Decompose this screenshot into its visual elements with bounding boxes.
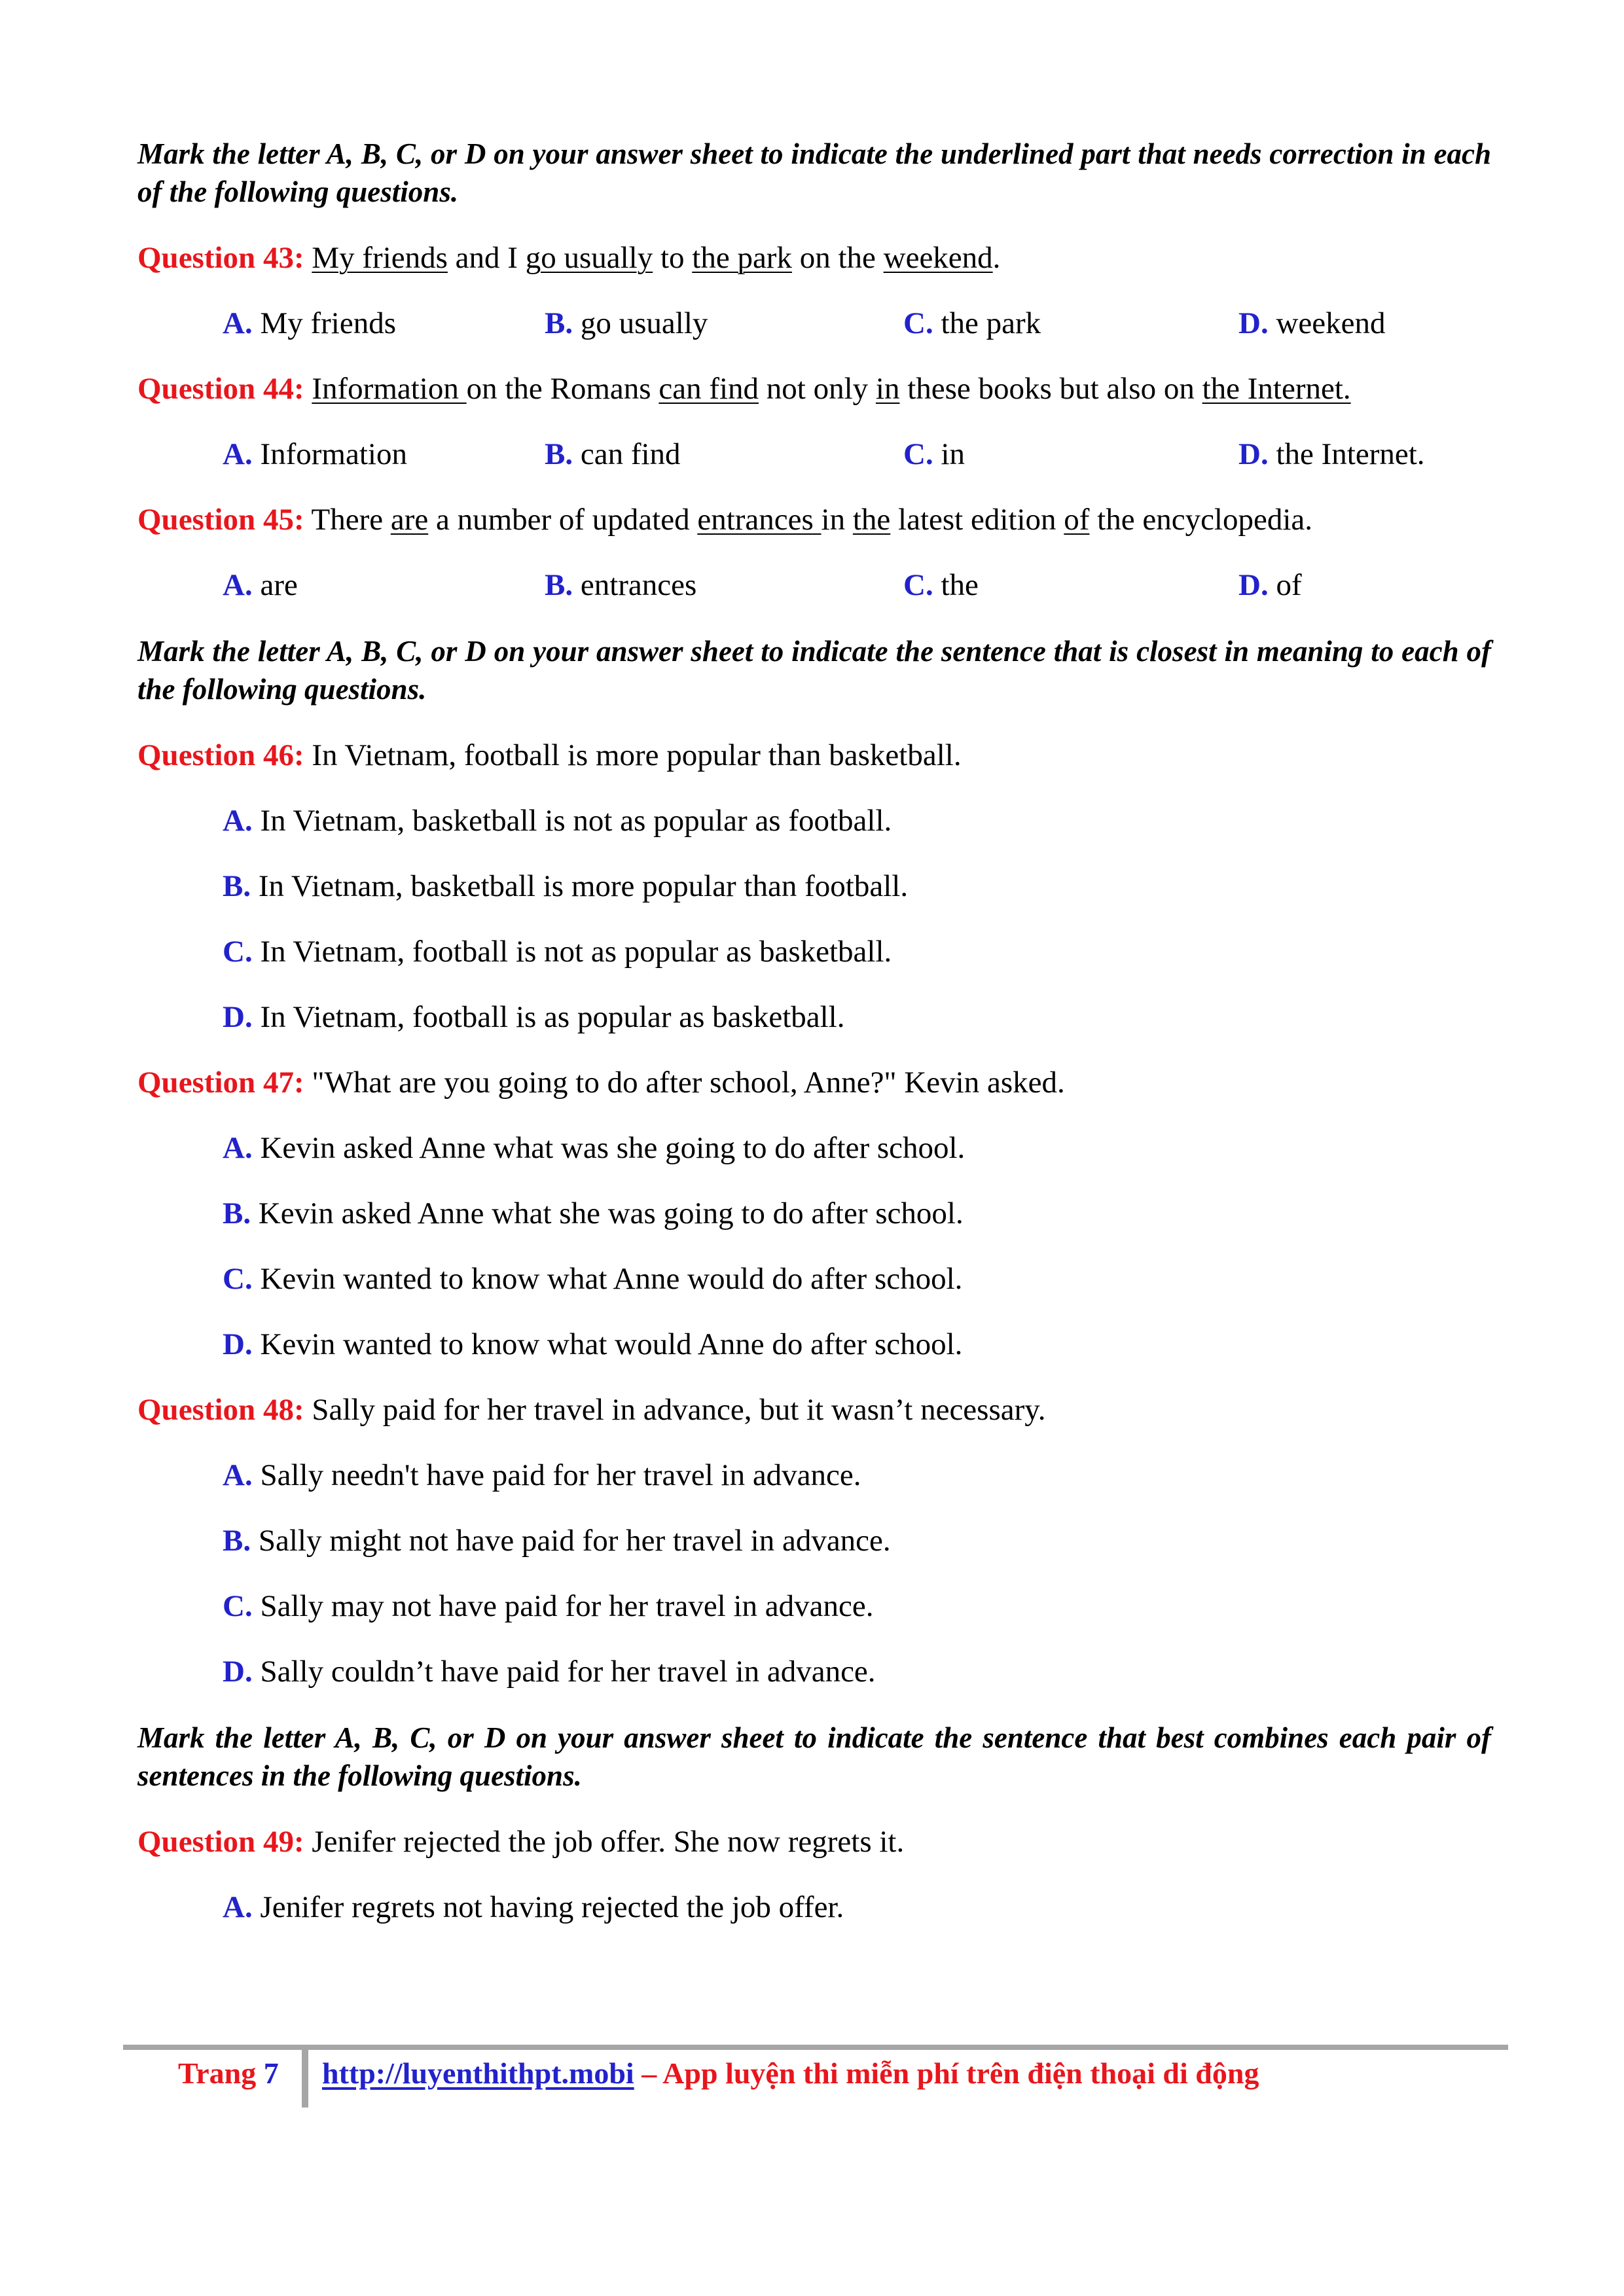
question-44: Question 44: Information on the Romans can find not only in these books but also on the Internet. bbox=[137, 372, 1351, 406]
option-b[interactable]: B. Sally might not have paid for her travel in advance. bbox=[223, 1524, 891, 1558]
section-instruction-combine: Mark the letter A, B, C, or D on your answer sheet to indicate the sentence that best combines each pair of sentences in the following questions. bbox=[137, 1721, 1491, 1792]
option-a[interactable]: A. In Vietnam, basketball is not as popular as football. bbox=[223, 804, 892, 838]
footer-tagline: – App luyện thi miễn phí trên điện thoại di động bbox=[634, 2056, 1259, 2090]
question-label: Question 44: bbox=[137, 372, 304, 406]
option-a[interactable]: A. Sally needn't have paid for her travel in advance. bbox=[223, 1458, 861, 1492]
question-48: Question 48: Sally paid for her travel in advance, but it wasn’t necessary. bbox=[137, 1393, 1046, 1427]
option-a[interactable]: A. My friends bbox=[223, 306, 397, 340]
option-c[interactable]: C. Kevin wanted to know what Anne would do after school. bbox=[223, 1262, 963, 1296]
option-d[interactable]: D. weekend bbox=[1238, 306, 1386, 340]
option-a[interactable]: A. Information bbox=[223, 437, 407, 471]
option-a[interactable]: A. are bbox=[223, 568, 298, 602]
option-b[interactable]: B. entrances bbox=[545, 568, 697, 602]
question-label: Question 45: bbox=[137, 503, 304, 537]
option-c[interactable]: C. in bbox=[903, 437, 965, 471]
underlined-part-a: Information bbox=[312, 372, 467, 406]
question-47: Question 47: "What are you going to do after school, Anne?" Kevin asked. bbox=[137, 1066, 1065, 1100]
footer-separator bbox=[302, 2045, 308, 2108]
option-d[interactable]: D. Kevin wanted to know what would Anne do after school. bbox=[223, 1327, 963, 1361]
underlined-part-b: go usually bbox=[525, 241, 653, 275]
option-c[interactable]: C. the park bbox=[903, 306, 1041, 340]
option-a[interactable]: A. Kevin asked Anne what was she going to do after school. bbox=[223, 1131, 965, 1165]
question-43: Question 43: My friends and I go usually to the park on the weekend. bbox=[137, 241, 1001, 275]
page-number: Trang 7 bbox=[178, 2056, 279, 2090]
option-c[interactable]: C. In Vietnam, football is not as popular as basketball. bbox=[223, 935, 892, 969]
underlined-part-d: the Internet. bbox=[1202, 372, 1351, 406]
underlined-part-b: entrances bbox=[697, 503, 821, 537]
underlined-part-a: are bbox=[390, 503, 429, 537]
option-c[interactable]: C. the bbox=[903, 568, 979, 602]
option-d[interactable]: D. of bbox=[1238, 568, 1302, 602]
option-b[interactable]: B. In Vietnam, basketball is more popular than football. bbox=[223, 869, 909, 903]
option-d[interactable]: D. the Internet. bbox=[1238, 437, 1425, 471]
section-instruction-closest: Mark the letter A, B, C, or D on your answer sheet to indicate the sentence that is closest in meaning to each of the following questions. bbox=[137, 635, 1491, 706]
question-label: Question 46: bbox=[137, 738, 304, 772]
underlined-part-d: of bbox=[1064, 503, 1090, 537]
option-b[interactable]: B. go usually bbox=[545, 306, 708, 340]
option-a[interactable]: A. Jenifer regrets not having rejected the job offer. bbox=[223, 1890, 844, 1924]
question-45: Question 45: There are a number of updated entrances in the latest edition of the encyclopedia. bbox=[137, 503, 1313, 537]
underlined-part-c: in bbox=[875, 372, 900, 406]
question-46: Question 46: In Vietnam, football is more popular than basketball. bbox=[137, 738, 962, 772]
underlined-part-c: the park bbox=[692, 241, 792, 275]
question-label: Question 48: bbox=[137, 1393, 304, 1427]
question-49: Question 49: Jenifer rejected the job offer. She now regrets it. bbox=[137, 1825, 905, 1859]
footer-divider bbox=[123, 2045, 1508, 2050]
option-b[interactable]: B. can find bbox=[545, 437, 681, 471]
question-label: Question 49: bbox=[137, 1825, 304, 1859]
option-d[interactable]: D. Sally couldn’t have paid for her travel in advance. bbox=[223, 1655, 876, 1689]
option-c[interactable]: C. Sally may not have paid for her travel in advance. bbox=[223, 1589, 874, 1623]
question-label: Question 43: bbox=[137, 241, 304, 275]
footer-link[interactable]: http://luyenthithpt.mobi bbox=[322, 2056, 634, 2090]
underlined-part-d: weekend bbox=[883, 241, 993, 275]
underlined-part-b: can find bbox=[659, 372, 759, 406]
underlined-part-a: My friends bbox=[312, 241, 448, 275]
option-b[interactable]: B. Kevin asked Anne what she was going to do after school. bbox=[223, 1196, 964, 1230]
footer-text bbox=[322, 2054, 1259, 2093]
question-label: Question 47: bbox=[137, 1066, 304, 1100]
option-d[interactable]: D. In Vietnam, football is as popular as basketball. bbox=[223, 1000, 845, 1034]
section-instruction-error: Mark the letter A, B, C, or D on your answer sheet to indicate the underlined part that needs correction in each of the following questions. bbox=[137, 137, 1491, 208]
underlined-part-c: the bbox=[852, 503, 891, 537]
